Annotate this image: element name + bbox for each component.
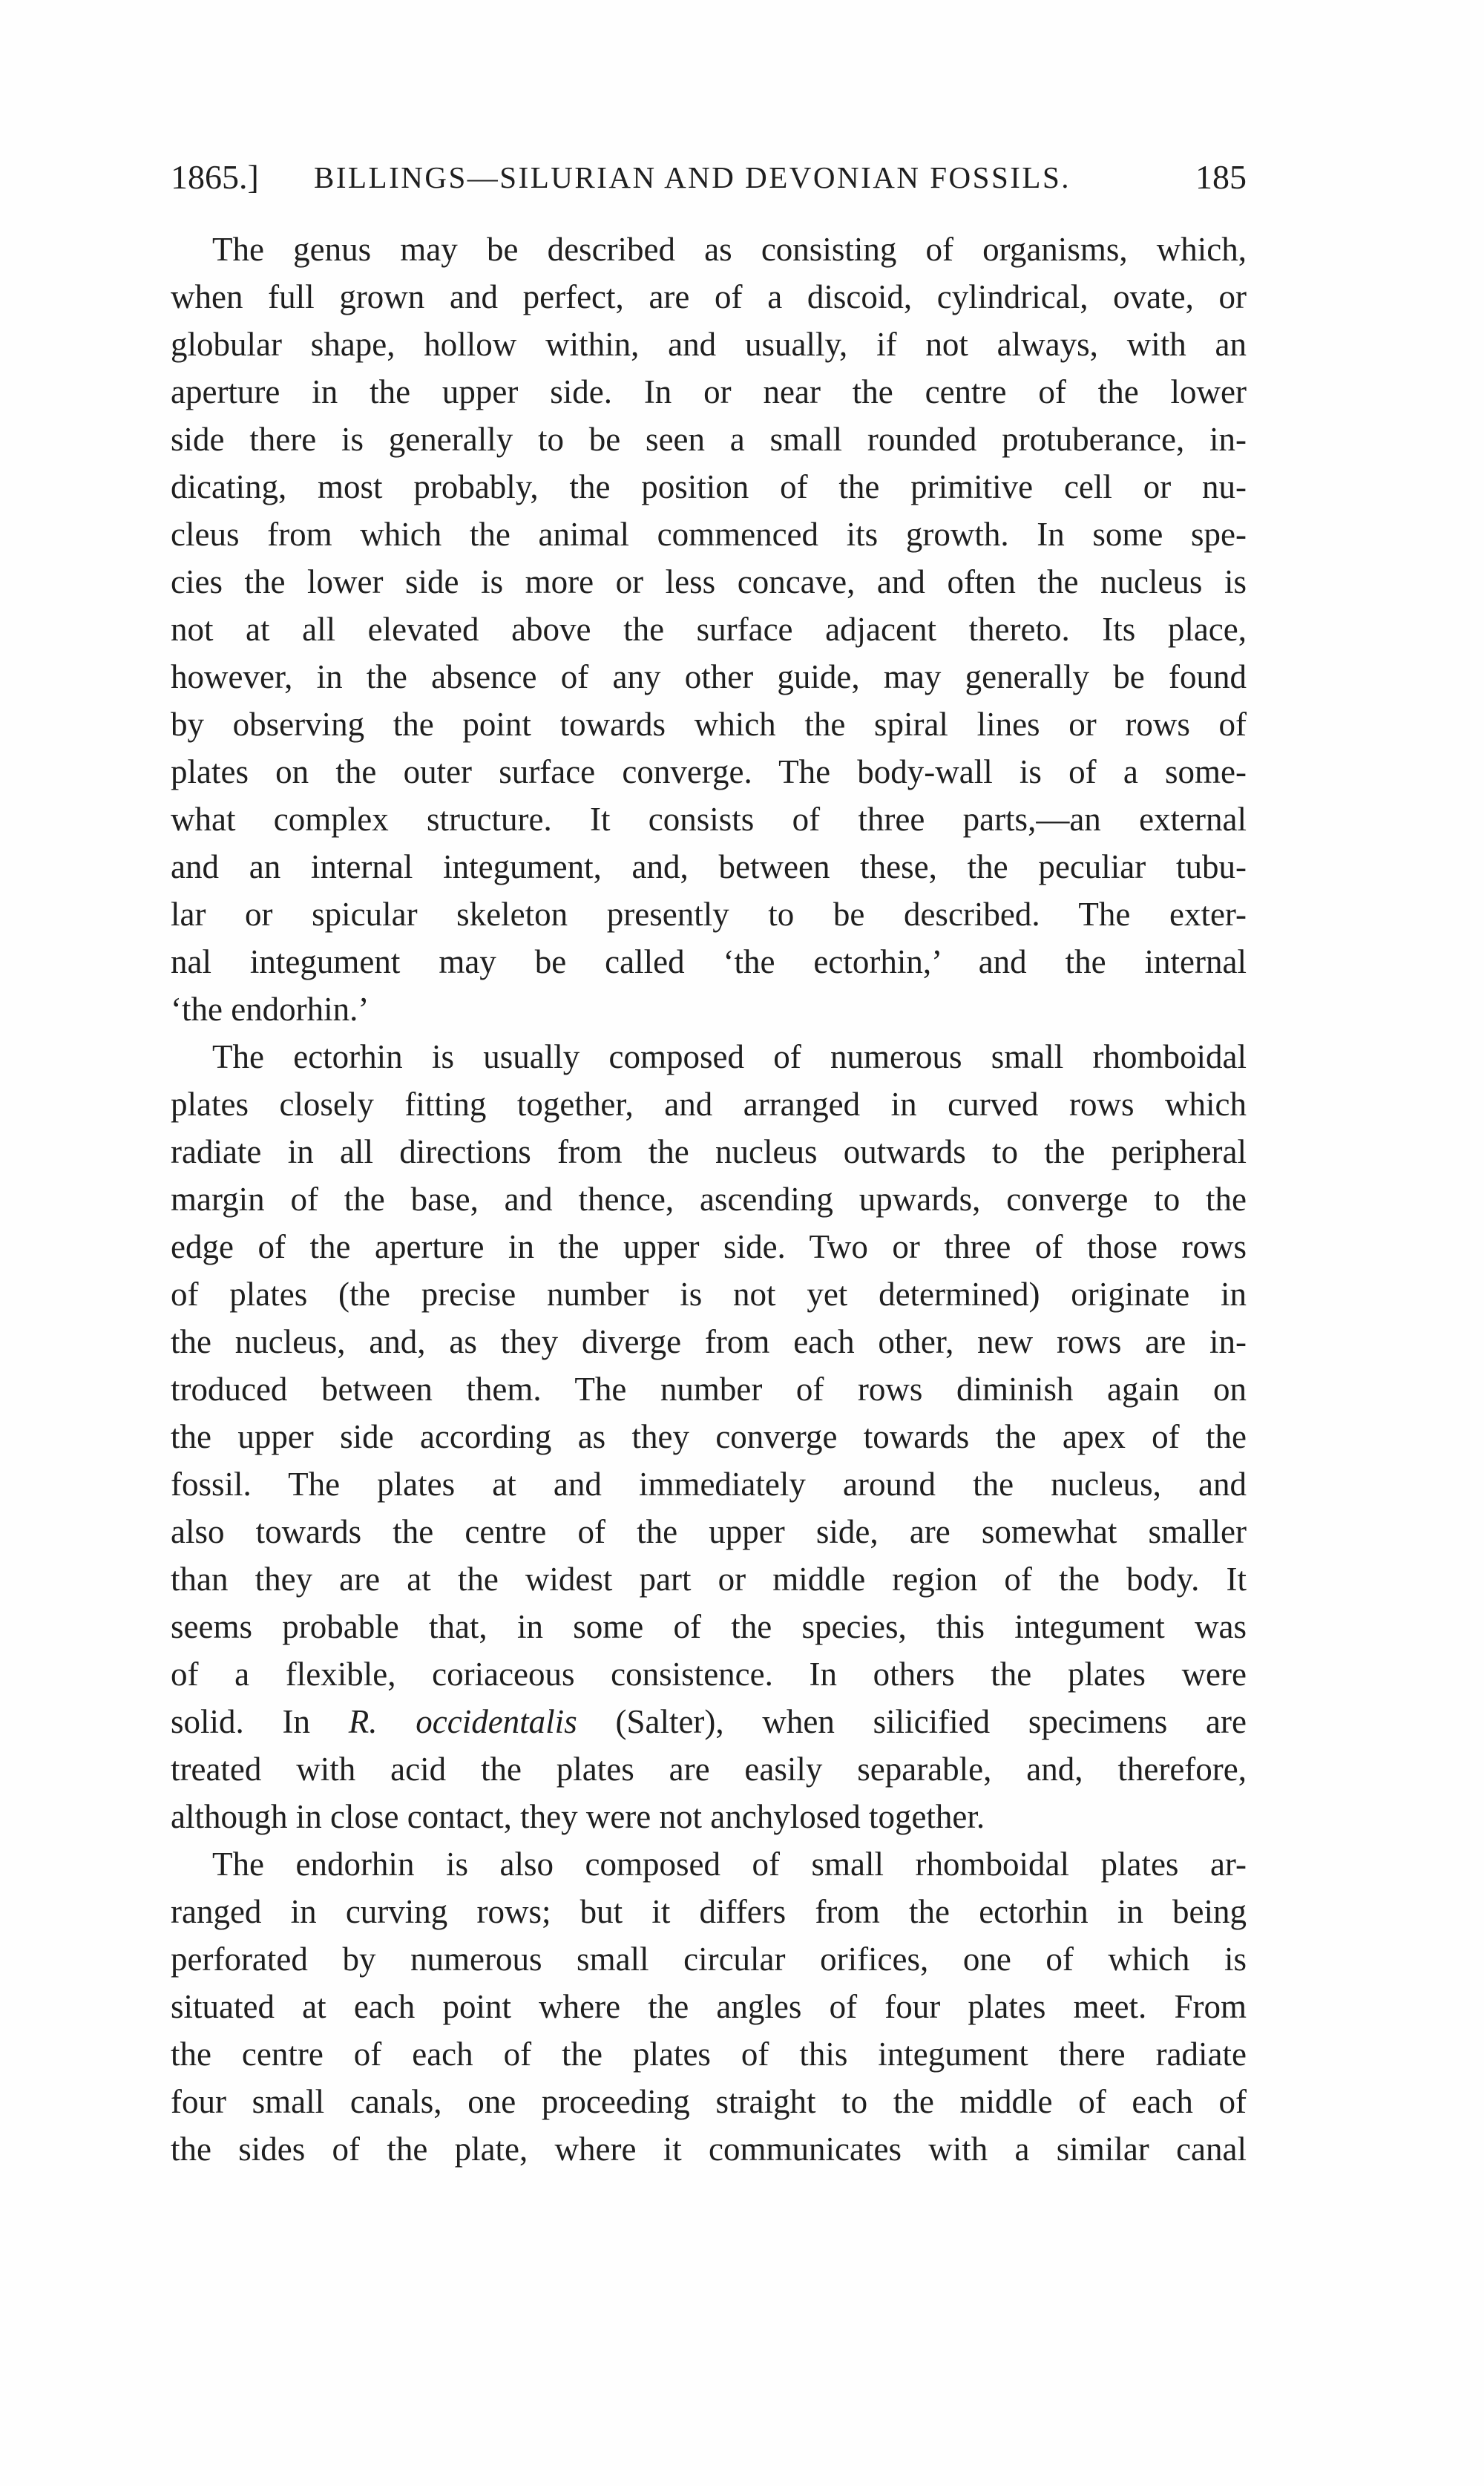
text-line: four small canals, one proceeding straight to the middle of each of [171,2083,1247,2120]
text-line: troduced between them. The number of rows diminish again on [171,1371,1247,1408]
species-name: R. occidentalis [348,1703,577,1740]
text-line: The endorhin is also composed of small rhomboidal plates ar- [212,1846,1247,1883]
running-header [171,154,1247,200]
text-line: ranged in curving rows; but it differs from the ectorhin in being [171,1893,1247,1930]
text-line: seems probable that, in some of the species, this integument was [171,1608,1247,1645]
text-line: not at all elevated above the surface adjacent thereto. Its place, [171,611,1247,648]
text-line: situated at each point where the angles of four plates meet. From [171,1988,1247,2025]
text-line: perforated by numerous small circular orifices, one of which is [171,1941,1247,1978]
text-line: by observing the point towards which the spiral lines or rows of [171,706,1247,743]
text-line: however, in the absence of any other guide, may generally be found [171,658,1247,695]
text-line: of a flexible, coriaceous consistence. In others the plates were [171,1656,1247,1693]
text-line: aperture in the upper side. In or near the centre of the lower [171,373,1247,410]
text-line: of plates (the precise number is not yet determined) originate in [171,1276,1247,1313]
text-line: fossil. The plates at and immediately around the nucleus, and [171,1466,1247,1503]
text-line: margin of the base, and thence, ascending upwards, converge to the [171,1181,1247,1218]
text-line: the sides of the plate, where it communicates with a similar canal [171,2131,1247,2168]
text-line: and an internal integument, and, between these, the peculiar tubu- [171,848,1247,885]
text-line: although in close contact, they were not anchylosed together. [171,1798,985,1835]
text-line: globular shape, hollow within, and usually, if not always, with an [171,326,1247,363]
page-number: 185 [1195,158,1247,196]
text-line: the upper side according as they converge towards the apex of the [171,1418,1247,1455]
text-line: lar or spicular skeleton presently to be described. The exter- [171,896,1247,933]
text-line: the nucleus, and, as they diverge from each other, new rows are in- [171,1323,1247,1360]
text-line: dicating, most probably, the position of the primitive cell or nu- [171,468,1247,505]
text-run: solid. In [171,1703,349,1740]
text-line: when full grown and perfect, are of a discoid, cylindrical, ovate, or [171,278,1247,315]
text-run: (Salter), when silicified specimens are [577,1703,1247,1740]
text-line: plates closely fitting together, and arranged in curved rows which [171,1086,1247,1123]
text-line: ‘the endorhin.’ [171,991,370,1028]
text-line: the centre of each of the plates of this integument there radiate [171,2036,1247,2073]
text-line: The genus may be described as consisting of organisms, which, [212,231,1247,268]
text-line [171,1698,1247,1745]
text-line: The ectorhin is usually composed of numerous small rhomboidal [212,1038,1247,1075]
text-line: edge of the aperture in the upper side. Two or three of those rows [171,1228,1247,1265]
text-line: cies the lower side is more or less concave, and often the nucleus is [171,563,1247,600]
text-line: treated with acid the plates are easily separable, and, therefore, [171,1751,1247,1788]
text-line: nal integument may be called ‘the ectorhin,’ and the internal [171,943,1247,980]
header-title: BILLINGS—SILURIAN AND DEVONIAN FOSSILS. [314,160,1071,194]
text-line: what complex structure. It consists of three parts,—an external [171,801,1247,838]
text-line: also towards the centre of the upper side, are somewhat smaller [171,1513,1247,1550]
text-line: side there is generally to be seen a small rounded protuberance, in- [171,421,1247,458]
text-line: cleus from which the animal commenced its growth. In some spe- [171,516,1247,553]
header-year: 1865.] [171,158,259,196]
text-line: plates on the outer surface converge. The body-wall is of a some- [171,753,1247,790]
text-line: radiate in all directions from the nucleus outwards to the peripheral [171,1133,1247,1170]
text-line: than they are at the widest part or middle region of the body. It [171,1561,1247,1598]
